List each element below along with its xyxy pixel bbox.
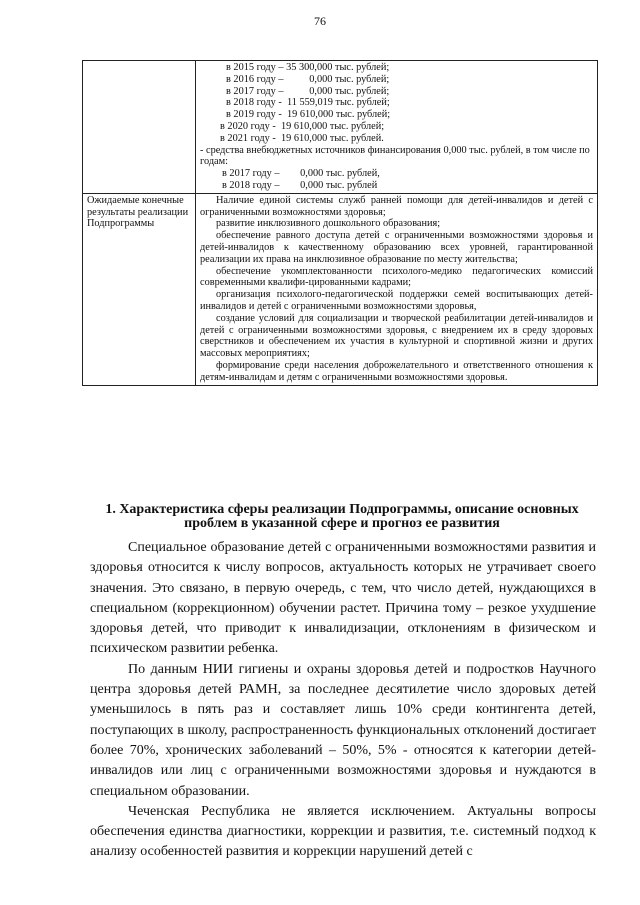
funding-line: в 2016 году – 0,000 тыс. рублей; [226, 73, 390, 85]
result-item: формирование среди населения доброжелательного и ответственного отношения к детям-инвалидам и детям с ограниченными возможностями здоровья. [200, 359, 593, 383]
result-item: обеспечение равного доступа детей с ограниченными возможностями здоровья и детей-инвалидов к качественному образованию всех уровней, гарантированной реализации их права на инклюзивное образование по месту жительства; [200, 230, 593, 265]
extra-budget-line: в 2017 году – 0,000 тыс. рублей, [222, 168, 380, 180]
funding-line: в 2019 году - 19 610,000 тыс. рублей; [226, 109, 391, 121]
funding-line: в 2015 году – 35 300,000 тыс. рублей; [226, 62, 390, 73]
result-item: обеспечение укомплектованности психолого-медико педагогических комиссий современными квалифи-цированными кадрами; [200, 265, 593, 289]
section-body [90, 538, 596, 863]
funding-label-cell [83, 61, 196, 194]
result-item: организация психолого-педагогической поддержки семей воспитывающих детей-инвалидов и детей с ограниченными возможностями здоровья, [200, 289, 593, 312]
body-paragraph: По данным НИИ гигиены и охраны здоровья детей и подростков Научного центра здоровья детей РАМН, за последнее десятилетие число здоровых детей уменьшилось в пять раз и составляет лишь 10% среди контингента детей, поступающих в школу, распространенность функциональных отклонений достигает более 70%, хронических заболеваний – 50%, 5% - относятся к категории детей-инвалидов или лиц с ограниченными возможностями здоровья и нуждаются в специальном образовании. [90, 661, 596, 799]
result-item: развитие инклюзивного дошкольного образования; [216, 218, 441, 230]
body-paragraph: Специальное образование детей с ограниченными возможностями развития и здоровья относится к числу вопросов, актуальность которых не утрачивает своего значения. Это связано, в первую очередь, с тем, что число детей, нуждающихся в специальном (коррекционном) обучении растет. Причина тому – резкое ухудшение здоровья детей, что приводит к инвалидизации, отклонениям в физическом и психическом развитии ребенка. [90, 540, 596, 657]
section-heading: 1. Характеристика сферы реализации Подпрограммы, описание основных проблем в указанной сфере и прогноз ее развития [105, 502, 579, 531]
subprogram-passport-table [82, 60, 598, 386]
page-number: 76 [314, 14, 326, 28]
extra-budget-intro: - средства внебюджетных источников финансирования 0,000 тыс. рублей, в том числе по годам: [200, 144, 590, 168]
extra-budget-line: в 2018 году – 0,000 тыс. рублей [222, 179, 378, 191]
funding-cell [196, 61, 598, 194]
funding-line: в 2020 году - 19 610,000 тыс. рублей; [220, 120, 385, 132]
body-paragraph: Чеченская Республика не является исключением. Актуальны вопросы обеспечения единства диагностики, коррекции и развития, т.е. системный подход к анализу особенностей развития и коррекции нарушений детей с [90, 803, 596, 860]
results-label: Ожидаемые конечные результаты реализации Подпрограммы [83, 193, 196, 385]
results-cell [196, 193, 598, 385]
results-row [83, 193, 598, 385]
funding-line: в 2021 году - 19 610,000 тыс. рублей. [220, 132, 384, 144]
result-item: создание условий для социализации и творческой реабилитации детей-инвалидов и детей с ограниченными возможностями здоровья, с внедрением их в среду здоровых сверстников и обеспечением их участия в культурной и спортивной жизни и других массовых мероприятиях; [200, 312, 593, 360]
funding-line: в 2017 году – 0,000 тыс. рублей; [226, 85, 390, 97]
funding-row [83, 61, 598, 194]
funding-line: в 2018 году - 11 559,019 тыс. рублей; [226, 97, 390, 109]
result-item: Наличие единой системы служб ранней помощи для детей-инвалидов и детей с ограниченными возможностями здоровья; [200, 194, 593, 218]
